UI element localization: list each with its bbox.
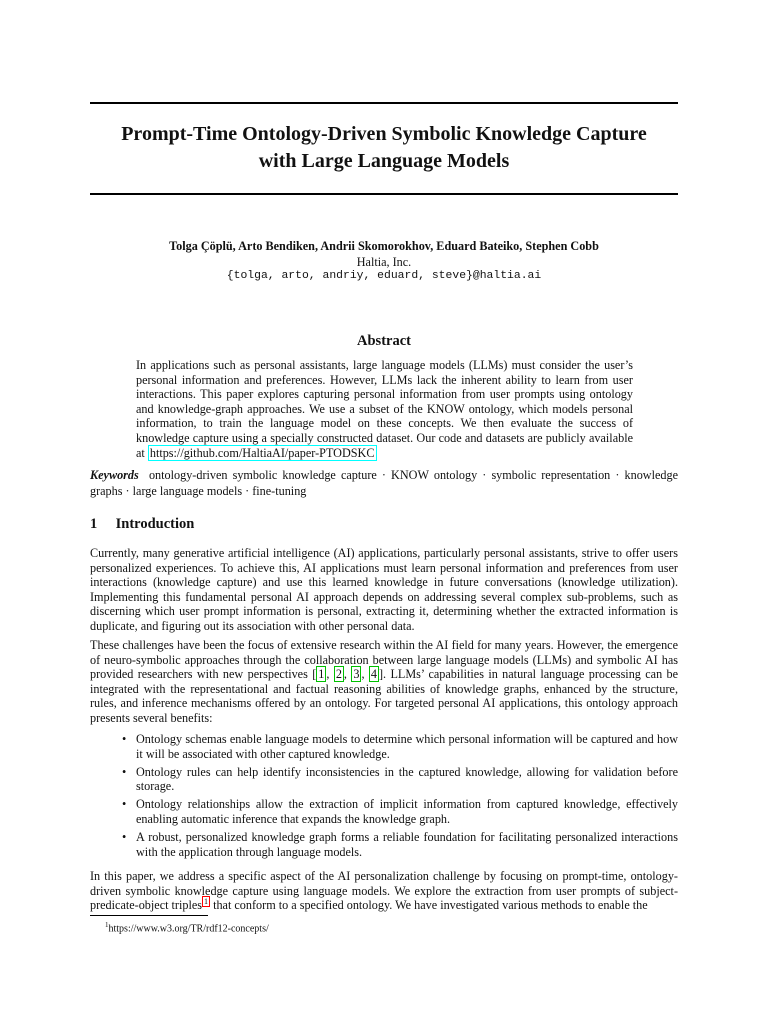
list-item-text: A robust, personalized knowledge graph forms a reliable foundation for facilitating personalized interactions with the application through language models. (136, 830, 678, 859)
citation-link[interactable]: 1 (318, 667, 325, 682)
benefits-list (90, 732, 678, 863)
abstract-body (136, 358, 633, 460)
section-number: 1 (90, 516, 98, 532)
footnote-url: https://www.w3.org/TR/rdf12-concepts/ (108, 923, 269, 935)
bullet-icon: • (122, 764, 127, 779)
paper-title (90, 121, 678, 175)
paragraph-2-text-after: ]. LLMs’ capabilities in natural language processing can be integrated with the representational and factual reasoning abilities of knowledge graphs, enhanced by the structure, rules, and inference mechanisms offered by an ontology. For targeted personal AI applications, this ontology approach presents several benefits: (90, 667, 679, 725)
footnote-marker: 1 (105, 921, 109, 929)
list-item-text: Ontology schemas enable language models to determine which personal information will be captured and how it will be associated with other captured knowledge. (136, 732, 678, 761)
title-top-rule (90, 102, 678, 104)
keywords-text: ontology-driven symbolic knowledge capture · KNOW ontology · symbolic representation · knowledge graphs · large language models · fine-tuning (90, 468, 678, 498)
author-emails: {tolga, arto, andriy, eduard, steve}@haltia.ai (226, 270, 542, 282)
code-repo-link[interactable]: https://github.com/HaltiaAI/paper-PTODSKC (149, 445, 375, 460)
list-item (90, 732, 678, 761)
citation-link[interactable]: 4 (370, 667, 377, 682)
intro-paragraph-3 (90, 869, 678, 913)
affiliation: Haltia, Inc. (356, 255, 412, 269)
title-bottom-rule (90, 193, 678, 195)
keywords-label: Keywords (90, 468, 139, 482)
list-item (90, 830, 678, 859)
abstract-text: In applications such as personal assistants, large language models (LLMs) must consider the user’s personal information and preferences. However, LLMs lack the inherent ability to learn from user interactions. This paper explores capturing personal information from user prompts using ontology and knowledge-graph approaches. We use a subset of the KNOW ontology, which models personal information, to train the language model on these concepts. We then evaluate the success of knowledge capture using a specially constructed dataset. Our code and datasets are publicly available at (136, 358, 633, 460)
list-item (90, 765, 678, 794)
keywords-block (90, 468, 678, 499)
list-item (90, 797, 678, 826)
bullet-icon: • (122, 732, 127, 746)
author-list: Tolga Çöplü, Arto Bendiken, Andrii Skomorokhov, Eduard Bateiko, Stephen Cobb (169, 239, 599, 253)
citation-link[interactable]: 3 (353, 667, 360, 682)
bullet-icon: • (122, 830, 127, 845)
paragraph-3-text-after: that conform to a specified ontology. We have investigated various methods to enable the (210, 898, 648, 913)
title-line-2: with Large Language Models (258, 150, 510, 172)
intro-paragraph-1: Currently, many generative artificial intelligence (AI) applications, particularly personal assistants, strive to offer users personalized experiences. To achieve this, AI applications must learn personal information and preferences from user interactions (knowledge capture) and use this learned knowledge in future conversations (knowledge utilization). Implementing this fundamental personal AI approach depends on addressing several complex sub-problems, such as discerning which user prompt information is personal, extracting it, determining whether the extracted information is duplicate, and figuring out its association with other personal data. (90, 546, 678, 633)
bullet-icon: • (122, 797, 127, 812)
footnote-rule (90, 915, 208, 916)
footnote-reference-link[interactable]: 1 (204, 897, 209, 907)
intro-paragraph-2: These challenges have been the focus of extensive research within the AI field for many years. However, the emergence of neuro-symbolic approaches through the collaboration between large language models (LLMs) and symbolic AI has provided researchers with new perspectives [ 1 , 2 , 3 , 4 ]. LLMs’ capabilities in natural language processing can be integrated with the representational and factual reasoning abilities of knowledge graphs, enhanced by the structure, rules, and inference mechanisms offered by an ontology. For targeted personal AI applications, this ontology approach presents several benefits: (90, 638, 679, 725)
abstract-heading: Abstract (357, 333, 411, 349)
paragraph-3-text-before: In this paper, we address a specific aspect of the AI personalization challenge by focusing on prompt-time, ontology-driven symbolic knowledge capture using language models. We explore the extraction from user prompts of subject-predicate-object triples (90, 869, 678, 913)
list-item-text: Ontology relationships allow the extraction of implicit information from captured knowledge, effectively enabling automatic inference that expands the knowledge graph. (136, 797, 678, 826)
footnote (105, 919, 269, 935)
section-heading-introduction (90, 515, 678, 533)
list-item-text: Ontology rules can help identify inconsistencies in the captured knowledge, allowing for validation before storage. (136, 764, 678, 794)
paragraph-2-text-before: These challenges have been the focus of extensive research within the AI field for many years. However, the emergence of neuro-symbolic approaches through the collaboration between large language models (LLMs) and symbolic AI has provided researchers with new perspectives [ (90, 638, 678, 682)
citation-link[interactable]: 2 (335, 667, 342, 682)
title-line-1: Prompt-Time Ontology-Driven Symbolic Knowledge Capture (121, 123, 647, 145)
section-title: Introduction (115, 516, 195, 532)
